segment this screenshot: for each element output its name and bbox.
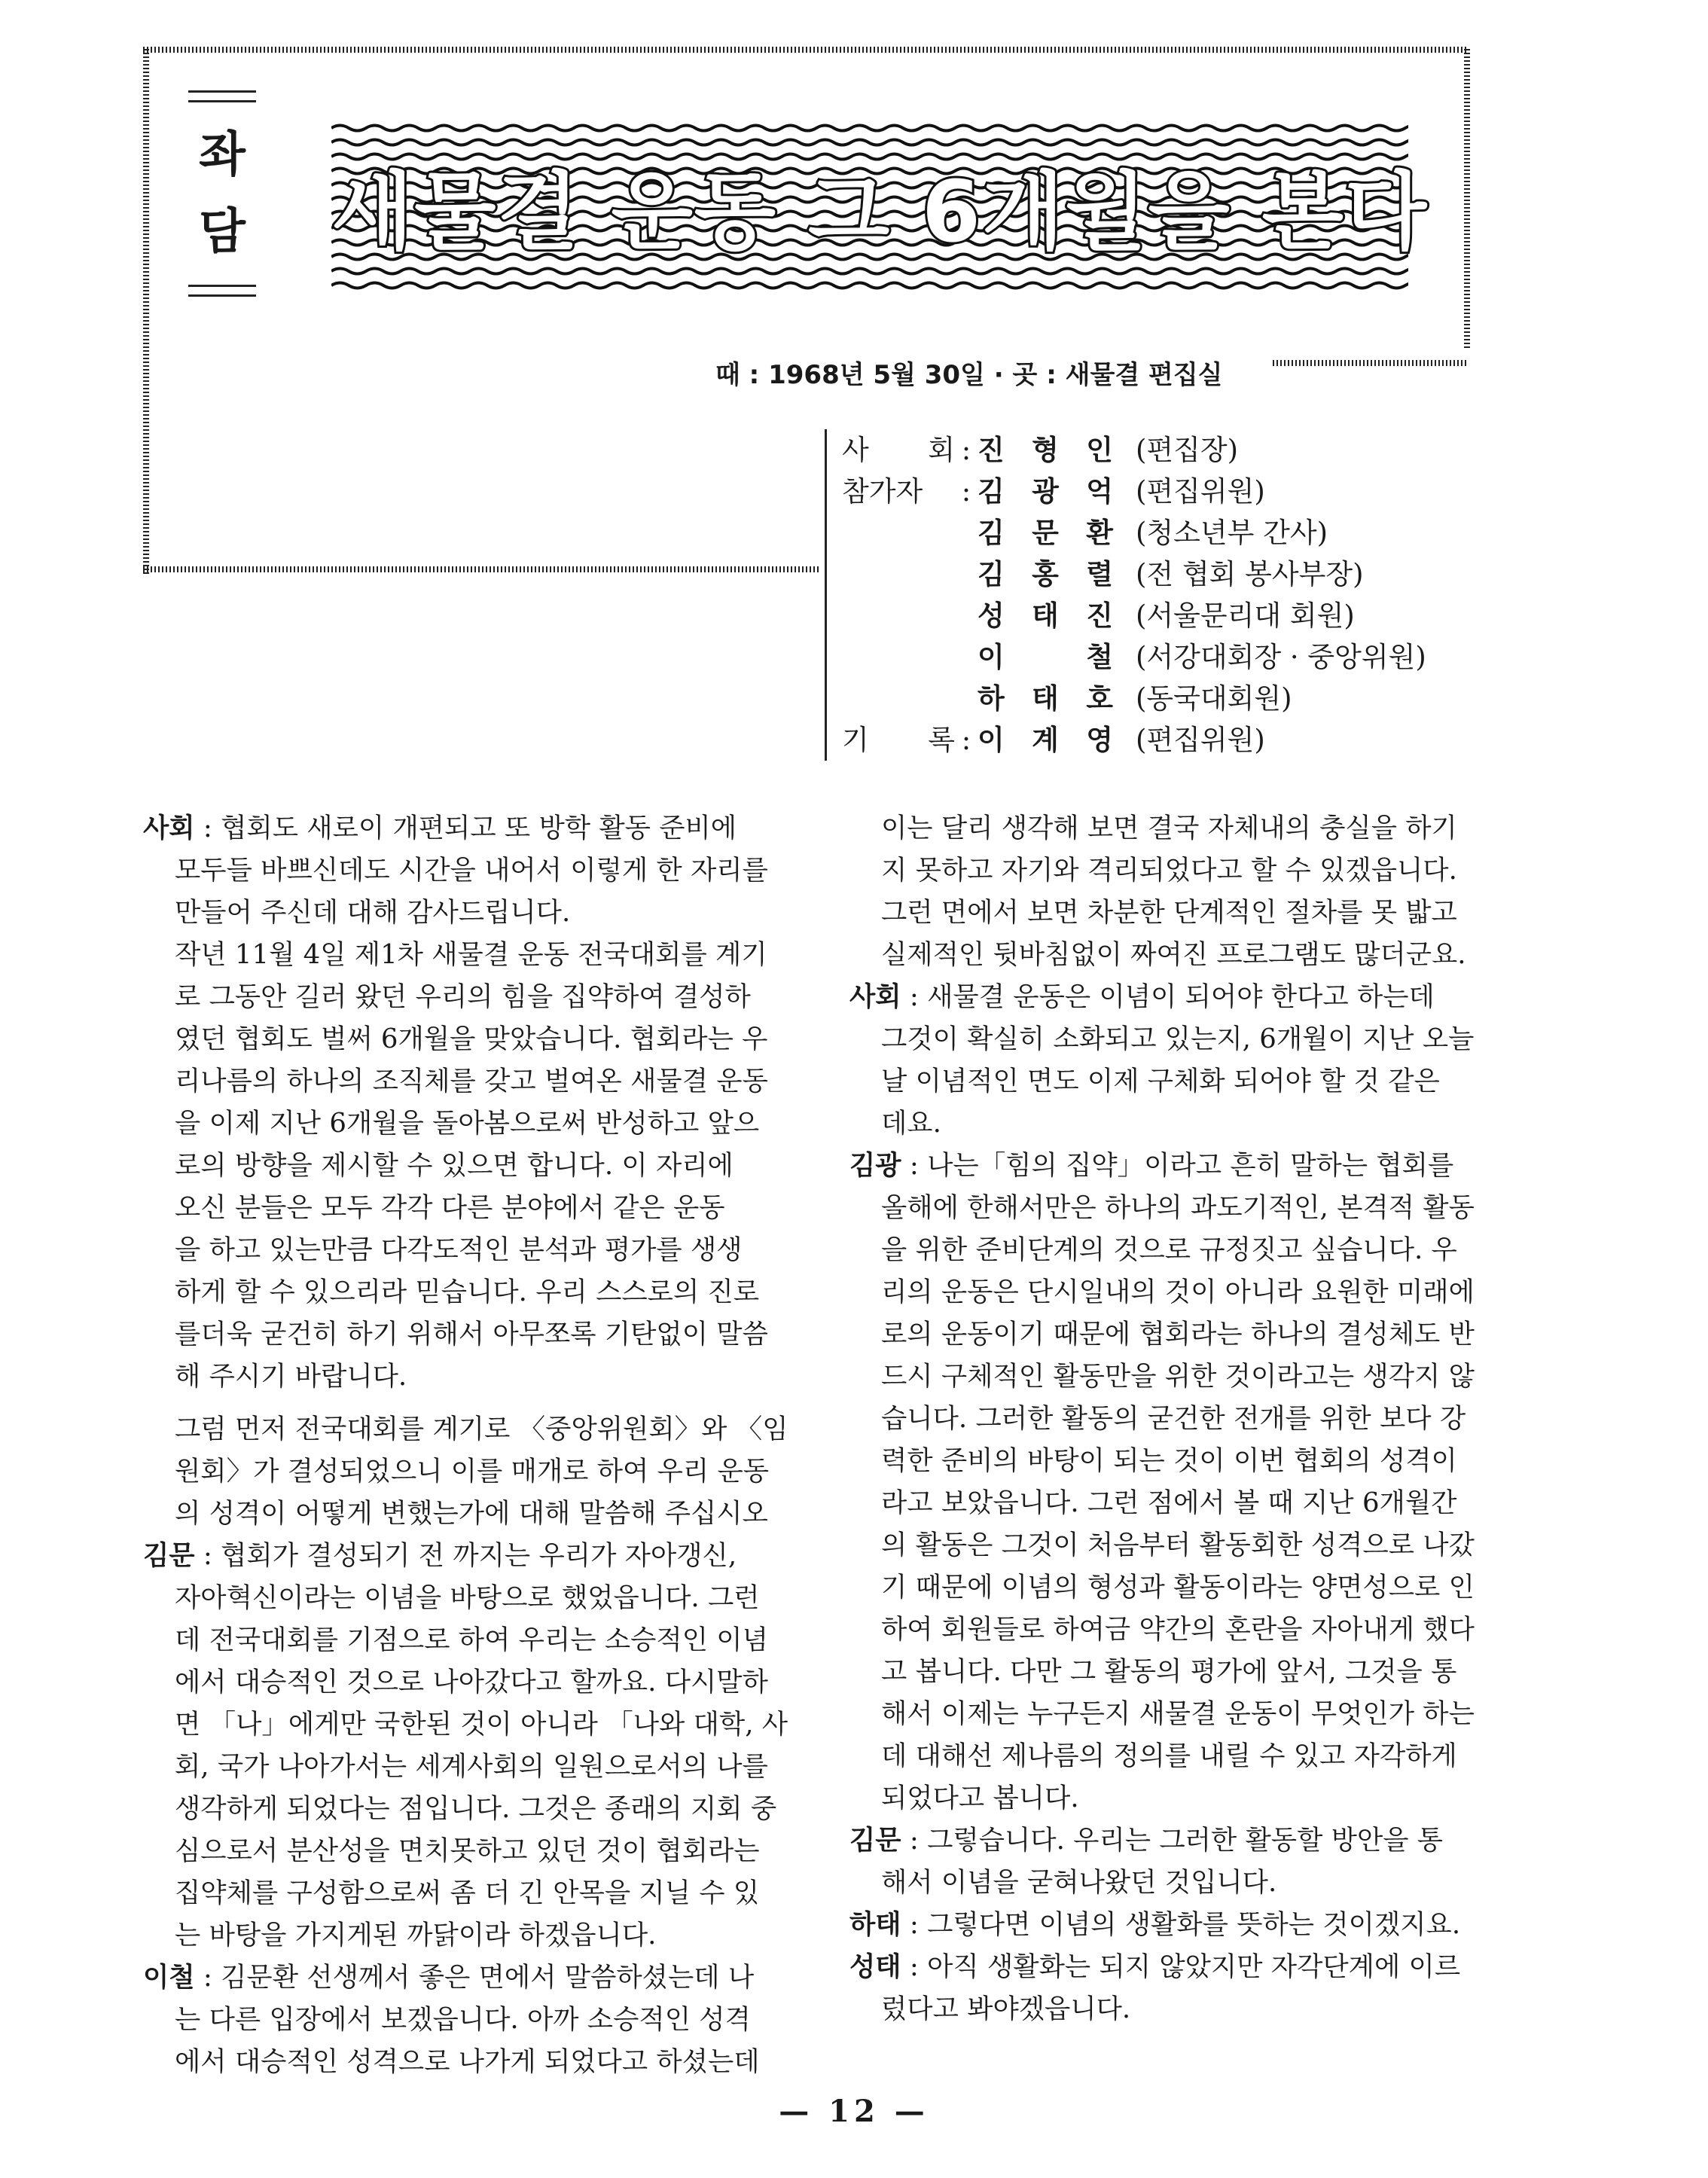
header-frame-top	[143, 47, 1469, 53]
text-line	[143, 976, 806, 1018]
text-line	[143, 1313, 806, 1356]
line-text: 그럼 먼저 전국대회를 계기로 〈중앙위원회〉와 〈임	[175, 1414, 788, 1444]
line-text: : 그렇다면 이념의 생활화를 뜻하는 것이겠지요.	[901, 1909, 1461, 1940]
text-line	[849, 1271, 1512, 1313]
text-line	[849, 1313, 1512, 1356]
participant-row	[842, 678, 1426, 719]
wave-line	[331, 269, 1408, 274]
text-line	[849, 850, 1512, 892]
participant-name: 이 철	[978, 641, 1113, 673]
speaker-name: 이철	[143, 1962, 195, 1993]
text-line	[849, 807, 1512, 850]
text-line	[849, 1566, 1512, 1609]
text-line	[849, 1060, 1512, 1103]
participant-position: (편집위원)	[1136, 724, 1265, 756]
participant-role: 참가자	[842, 475, 923, 508]
line-text: 에서 대승적인 것으로 나아갔다고 할까요. 다시말하	[175, 1667, 768, 1698]
paragraph-gap	[143, 1398, 806, 1408]
header-frame-bottom	[143, 566, 821, 572]
participant-colon	[955, 678, 978, 719]
text-line	[849, 1946, 1512, 1988]
line-text: 회, 국가 나아가서는 세계사회의 일원으로서의 나를	[175, 1751, 768, 1782]
line-text: 실제적인 뒷바침없이 짜여진 프로그램도 많더군요.	[881, 939, 1466, 970]
participant-role	[842, 678, 955, 719]
participant-position: (서울문리대 회원)	[1136, 599, 1355, 632]
text-line	[143, 1187, 806, 1229]
text-line	[143, 1872, 806, 1914]
line-text: 그것이 확실히 소화되고 있는지, 6개월이 지난 오늘	[881, 1023, 1475, 1054]
text-line	[849, 1777, 1512, 1820]
text-line	[143, 1450, 806, 1493]
text-line	[849, 1988, 1512, 2030]
line-text: 드시 구체적인 활동만을 위한 것이라고는 생각지 않	[881, 1361, 1475, 1392]
text-line	[143, 892, 806, 934]
participant-position: (청소년부 간사)	[1136, 517, 1328, 549]
line-text: 모두들 바쁘신데도 시간을 내어서 이렇게 한 자리를	[175, 855, 768, 886]
text-line	[849, 976, 1512, 1018]
participant-position: (서강대회장 · 중앙위원)	[1136, 641, 1426, 673]
speaker-name: 김문	[849, 1825, 901, 1856]
text-line	[143, 1356, 806, 1398]
line-text: 로 그동안 길러 왔던 우리의 힘을 집약하여 결성하	[175, 981, 751, 1012]
speaker-name: 사회	[849, 981, 901, 1012]
participant-colon	[955, 554, 978, 595]
line-text: 해서 이제는 누구든지 새물결 운동이 무엇인가 하는	[881, 1698, 1475, 1729]
participant-role: 사 회	[842, 434, 955, 466]
label-rule	[188, 294, 256, 297]
line-text: 데요.	[881, 1108, 941, 1139]
text-line	[849, 1356, 1512, 1398]
left-column	[143, 807, 806, 2083]
line-text: : 협회가 결성되기 전 까지는 우리가 자아갱신,	[194, 1540, 737, 1571]
speaker-name: 성태	[849, 1951, 901, 1982]
line-text: 로의 방향을 제시할 수 있으면 합니다. 이 자리에	[175, 1150, 734, 1181]
text-line	[143, 1145, 806, 1187]
line-text: 심으로서 분산성을 면치못하고 있던 것이 협회라는	[175, 1835, 760, 1866]
text-line	[143, 2041, 806, 2083]
line-text: : 나는「힘의 집약」이라고 흔히 말하는 협회를	[901, 1150, 1454, 1181]
speaker-name: 사회	[143, 813, 195, 843]
participant-position: (동국대회원)	[1136, 682, 1292, 715]
title-banner	[331, 120, 1429, 301]
line-text: 을 이제 지난 6개월을 돌아봄으로써 반성하고 앞으	[175, 1108, 760, 1139]
participant-colon: :	[961, 434, 971, 466]
text-line	[143, 1271, 806, 1313]
line-text: 는 바탕을 가지게된 까닭이라 하겠읍니다.	[175, 1920, 657, 1951]
text-line	[143, 1914, 806, 1957]
wave-line	[331, 126, 1408, 131]
participant-row	[842, 471, 1426, 512]
speaker-name: 김문	[143, 1540, 195, 1571]
label-rule	[188, 90, 256, 93]
text-line	[143, 1060, 806, 1103]
participant-row	[842, 512, 1426, 554]
text-line	[143, 1493, 806, 1535]
header-frame-right	[1464, 47, 1470, 348]
text-line	[143, 1788, 806, 1830]
text-line	[849, 1398, 1512, 1440]
participant-role	[842, 595, 955, 636]
line-text: 렀다고 봐야겠읍니다.	[881, 1993, 1131, 2024]
participant-role	[842, 554, 955, 595]
line-text: 집약체를 구성함으로써 좀 더 긴 안목을 지닐 수 있	[175, 1878, 760, 1908]
text-line	[849, 1187, 1512, 1229]
participant-colon: :	[961, 475, 971, 508]
line-text: 의 활동은 그것이 처음부터 활동회한 성격으로 나갔	[881, 1530, 1475, 1560]
line-text: 생각하게 되었다는 점입니다. 그것은 종래의 지회 중	[175, 1793, 777, 1824]
participant-colon	[955, 595, 978, 636]
line-text: 만들어 주신데 대해 감사드립니다.	[175, 897, 571, 928]
text-line	[849, 1440, 1512, 1482]
line-text: 이는 달리 생각해 보면 결국 자체내의 충실을 하기	[881, 813, 1457, 843]
text-line	[849, 1820, 1512, 1862]
text-line	[849, 934, 1512, 976]
participant-colon: :	[961, 724, 971, 756]
text-line	[849, 1904, 1512, 1946]
label-char: 담	[199, 204, 246, 260]
meeting-info: 때 : 1968년 5월 30일 · 곳 : 새물결 편집실	[715, 360, 1223, 390]
text-line	[849, 1735, 1512, 1777]
text-line	[143, 1661, 806, 1704]
participant-name: 진 형 인	[978, 434, 1113, 466]
text-line	[849, 1145, 1512, 1187]
line-text: : 아직 생활화는 되지 않았지만 자각단계에 이르	[901, 1951, 1461, 1982]
line-text: 라고 보았읍니다. 그런 점에서 볼 때 지난 6개월간	[881, 1487, 1457, 1518]
line-text: 작년 11월 4일 제1차 새물결 운동 전국대회를 계기	[175, 939, 767, 970]
text-line	[143, 1999, 806, 2041]
line-text: 습니다. 그러한 활동의 굳건한 전개를 위한 보다 강	[881, 1403, 1466, 1434]
line-text: 고 봅니다. 다만 그 활동의 평가에 앞서, 그것을 통	[881, 1656, 1457, 1687]
participant-row	[842, 595, 1426, 636]
participant-row	[842, 429, 1426, 471]
participant-row	[842, 636, 1426, 678]
wave-line	[331, 154, 1408, 160]
page-number: — 12 —	[779, 2094, 929, 2129]
text-line	[143, 1103, 806, 1145]
speaker-name: 하태	[849, 1909, 901, 1940]
line-text: 지 못하고 자기와 격리되었다고 할 수 있겠읍니다.	[881, 855, 1457, 886]
line-text: 하여 회원들로 하여금 약간의 혼란을 자아내게 했다	[881, 1614, 1475, 1645]
participant-name: 하 태 호	[978, 682, 1113, 715]
header-frame-middle	[1273, 360, 1469, 366]
text-line	[849, 1482, 1512, 1524]
participant-name: 이 계 영	[978, 724, 1113, 756]
line-text: 원회〉가 결성되었으니 이를 매개로 하여 우리 운동	[175, 1456, 770, 1487]
text-line	[143, 1746, 806, 1788]
text-line	[849, 1229, 1512, 1271]
line-text: 력한 준비의 바탕이 되는 것이 이번 협회의 성격이	[881, 1445, 1457, 1476]
line-text: 면 「나」에게만 국한된 것이 아니라 「나와 대학, 사	[175, 1709, 788, 1740]
line-text: 였던 협회도 벌써 6개월을 맞았습니다. 협회라는 우	[175, 1023, 768, 1054]
line-text: 올해에 한해서만은 하나의 과도기적인, 본격적 활동	[881, 1192, 1475, 1223]
text-line	[849, 1609, 1512, 1651]
participant-position: (편집위원)	[1136, 475, 1265, 508]
participant-role	[842, 636, 955, 678]
text-line	[849, 1862, 1512, 1904]
line-text: 데 대해선 제나름의 정의를 내릴 수 있고 자각하게	[881, 1740, 1457, 1771]
participant-position: (편집장)	[1136, 434, 1239, 466]
line-text: 데 전국대회를 기점으로 하여 우리는 소승적인 이념	[175, 1624, 768, 1655]
text-line	[849, 1018, 1512, 1060]
participant-colon	[955, 512, 978, 554]
label-char: 좌	[199, 127, 246, 183]
participant-list	[825, 429, 1426, 761]
line-text: 을 위한 준비단계의 것으로 규정짓고 싶습니다. 우	[881, 1234, 1457, 1265]
text-line	[143, 1830, 806, 1872]
right-column	[849, 807, 1512, 2030]
text-line	[849, 1524, 1512, 1566]
participant-row	[842, 554, 1426, 595]
line-text: 자아혁신이라는 이념을 바탕으로 했었읍니다. 그런	[175, 1582, 760, 1613]
text-line	[143, 1408, 806, 1450]
participant-row	[842, 719, 1426, 761]
participant-role: 기 록	[842, 724, 955, 756]
line-text: : 김문환 선생께서 좋은 면에서 말씀하셨는데 나	[194, 1962, 755, 1993]
text-line	[143, 1704, 806, 1746]
text-line	[143, 807, 806, 850]
header-frame-left	[143, 47, 149, 574]
participant-name: 김 홍 렬	[978, 558, 1113, 590]
text-line	[143, 1619, 806, 1661]
line-text: 로의 운동이기 때문에 협회라는 하나의 결성체도 반	[881, 1319, 1475, 1350]
text-line	[143, 1229, 806, 1271]
line-text: : 협회도 새로이 개편되고 또 방학 활동 준비에	[194, 813, 737, 843]
label-rule	[188, 285, 256, 287]
participant-name: 성 태 진	[978, 599, 1113, 632]
text-line	[143, 1957, 806, 1999]
text-line	[143, 1018, 806, 1060]
participant-name: 김 문 환	[978, 517, 1113, 549]
line-text: 날 이념적인 면도 이제 구체화 되어야 할 것 같은	[881, 1066, 1440, 1097]
page-title: 새물결 운동 그 6개월을 본다	[331, 163, 1429, 261]
section-label	[181, 83, 264, 304]
line-text: 되었다고 봅니다.	[881, 1783, 1079, 1813]
line-text: : 그렇습니다. 우리는 그러한 활동할 방안을 통	[901, 1825, 1444, 1856]
text-line	[849, 1651, 1512, 1693]
line-text: 의 성격이 어떻게 변했는가에 대해 말씀해 주십시오	[175, 1498, 768, 1529]
line-text: 그런 면에서 보면 차분한 단계적인 절차를 못 밟고	[881, 897, 1457, 928]
text-line	[849, 1103, 1512, 1145]
participant-position: (전 협회 봉사부장)	[1136, 558, 1364, 590]
line-text: 을 하고 있는만큼 다각도적인 분석과 평가를 생생	[175, 1234, 743, 1265]
text-line	[143, 1535, 806, 1577]
speaker-name: 김광	[849, 1150, 901, 1181]
wave-line	[331, 140, 1408, 145]
line-text: 해 주시기 바랍니다.	[175, 1361, 407, 1392]
line-text: 에서 대승적인 성격으로 나가게 되었다고 하셨는데	[175, 2046, 760, 2077]
text-line	[143, 850, 806, 892]
line-text: 기 때문에 이념의 형성과 활동이라는 양면성으로 인	[881, 1572, 1475, 1603]
line-text: 리의 운동은 단시일내의 것이 아니라 요원한 미래에	[881, 1277, 1475, 1307]
participant-role	[842, 512, 955, 554]
line-text: 오신 분들은 모두 각각 다른 분야에서 같은 운동	[175, 1192, 725, 1223]
text-line	[849, 1693, 1512, 1735]
text-line	[849, 892, 1512, 934]
line-text: 해서 이념을 굳혀나왔던 것입니다.	[881, 1867, 1277, 1898]
line-text: 리나름의 하나의 조직체를 갖고 벌여온 새물결 운동	[175, 1066, 768, 1097]
line-text: 하게 할 수 있으리라 믿습니다. 우리 스스로의 진로	[175, 1277, 760, 1307]
line-text: : 새물결 운동은 이념이 되어야 한다고 하는데	[901, 981, 1435, 1012]
text-line	[143, 1577, 806, 1619]
label-rule	[188, 100, 256, 102]
line-text: 를더욱 굳건히 하기 위해서 아무쪼록 기탄없이 말씀	[175, 1319, 768, 1350]
participant-name: 김 광 억	[978, 475, 1113, 508]
line-text: 는 다른 입장에서 보겠읍니다. 아까 소승적인 성격	[175, 2004, 751, 2035]
wave-line	[331, 283, 1408, 288]
text-line	[143, 934, 806, 976]
participant-colon	[955, 636, 978, 678]
